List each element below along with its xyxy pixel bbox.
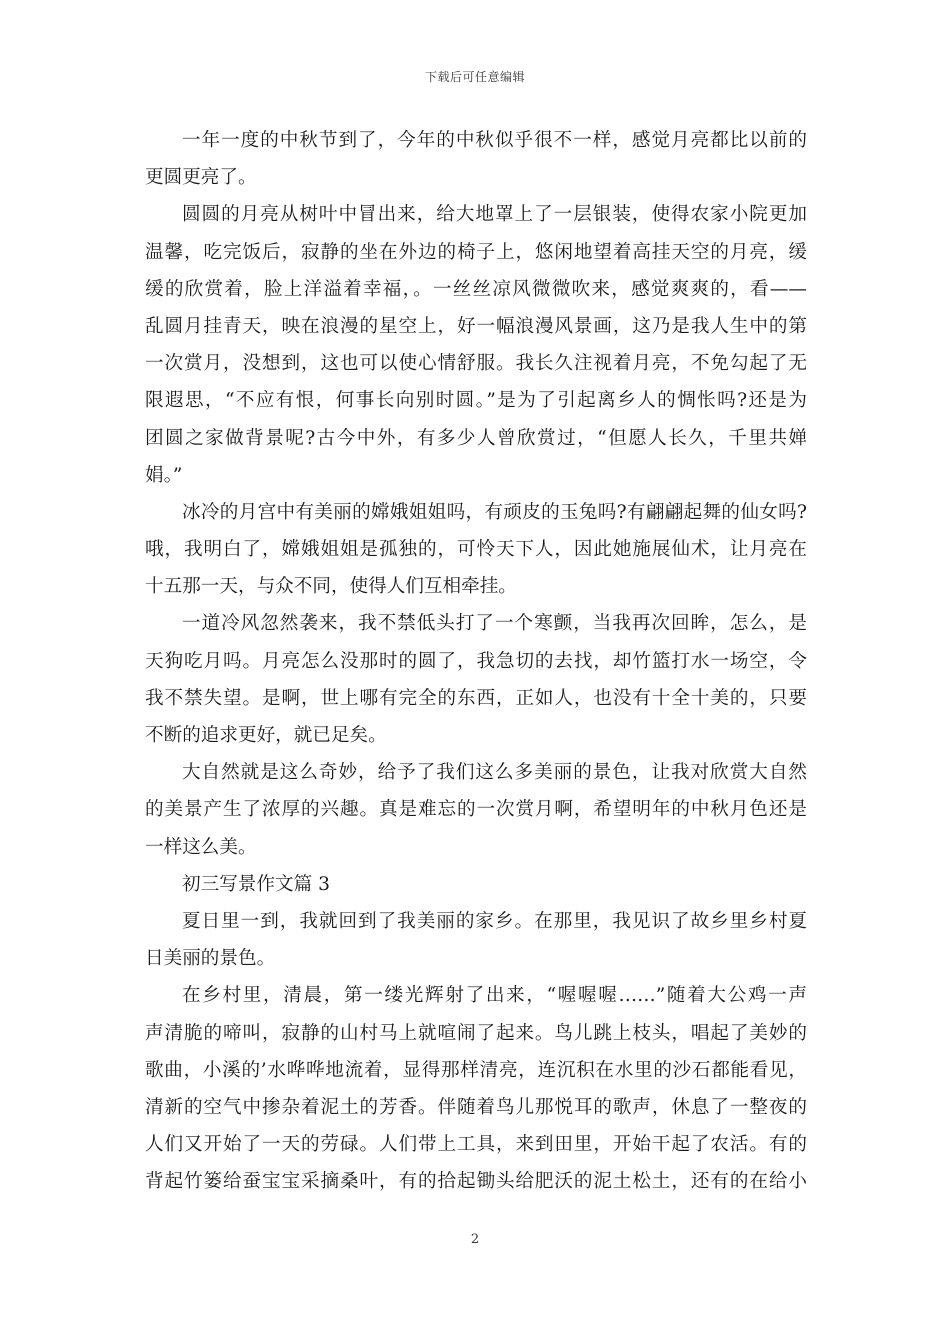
page-header-note: 下载后可任意编辑 — [424, 70, 525, 84]
document-body — [145, 122, 807, 1200]
section-heading: 初三写景作文篇 3 — [182, 873, 330, 895]
text-line: 娟。” — [145, 464, 183, 486]
text-line: 哦，我明白了，嫦娥姐姐是孤独的，可怜天下人，因此她施展仙术，让月亮在 — [145, 539, 807, 561]
text-line: 我不禁失望。是啊，世上哪有完全的东西，正如人，也没有十全十美的，只要 — [145, 687, 807, 709]
text-line: 限遐思，“不应有恨，何事长向别时圆。”是为了引起离乡人的惆怅吗?还是为 — [145, 390, 807, 412]
text-line: 不断的追求更好，就已足矣。 — [145, 725, 387, 746]
text-line: 清新的空气中掺杂着泥土的芳香。伴随着鸟儿那悦耳的歌声，休息了一整夜的 — [145, 1096, 807, 1118]
text-line: 冰冷的月宫中有美丽的嫦娥姐姐吗，有顽皮的玉兔吗?有翩翩起舞的仙女吗? — [182, 501, 807, 523]
text-line: 温馨，吃完饭后，寂静的坐在外边的椅子上，悠闲地望着高挂天空的月亮，缓 — [145, 241, 807, 263]
text-line: 更圆更亮了。 — [145, 167, 257, 189]
text-line: 一年一度的中秋节到了，今年的中秋似乎很不一样，感觉月亮都比以前的 — [182, 130, 807, 151]
text-line: 一道冷风忽然袭来，我不禁低头打了一个寒颤，当我再次回眸，怎么，是 — [182, 613, 807, 635]
text-line: 缓的欣赏着，脸上洋溢着幸福，。一丝丝凉风微微吹来，感觉爽爽的，看—— — [145, 278, 807, 300]
text-line: 日美丽的景色。 — [145, 948, 276, 970]
text-line: 的美景产生了浓厚的兴趣。真是难忘的一次赏月啊，希望明年的中秋月色还是 — [145, 799, 807, 821]
page-number: 2 — [470, 1232, 480, 1247]
text-line: 人们又开始了一天的劳碌。人们带上工具，来到田里，开始干起了农活。有的 — [145, 1134, 807, 1156]
text-line: 一次赏月，没想到，这也可以使心情舒服。我长久注视着月亮，不免勾起了无 — [145, 353, 807, 375]
text-line: 大自然就是这么奇妙，给予了我们这么多美丽的景色，让我对欣赏大自然 — [182, 762, 807, 784]
text-line: 团圆之家做背景呢?古今中外，有多少人曾欣赏过，“但愿人长久，千里共婵 — [145, 427, 807, 449]
text-line: 在乡村里，清晨，第一缕光辉射了出来，“喔喔喔……”随着大公鸡一声 — [182, 985, 807, 1007]
text-line: 乱圆月挂青天，映在浪漫的星空上，好一幅浪漫风景画，这乃是我人生中的第 — [145, 315, 807, 337]
text-line: 背起竹篓给蚕宝宝采摘桑叶，有的拾起锄头给肥沃的泥土松土，还有的在给小 — [145, 1171, 807, 1193]
text-line: 一样这么美。 — [145, 836, 257, 858]
text-line: 十五那一天，与众不同，使得人们互相牵挂。 — [145, 576, 517, 598]
text-line: 圆圆的月亮从树叶中冒出来，给大地罩上了一层银装，使得农家小院更加 — [182, 204, 807, 226]
text-line: 夏日里一到，我就回到了我美丽的家乡。在那里，我见识了故乡里乡村夏 — [182, 910, 807, 932]
text-line: 天狗吃月吗。月亮怎么没那时的圆了，我急切的去找，却竹篮打水一场空，令 — [145, 650, 807, 672]
text-line: 声清脆的啼叫，寂静的山村马上就喧闹了起来。鸟儿跳上枝头，唱起了美妙的 — [145, 1022, 807, 1044]
text-line: 歌曲，小溪的’水哗哗地流着，显得那样清亮，连沉积在水里的沙石都能看见， — [145, 1059, 807, 1081]
